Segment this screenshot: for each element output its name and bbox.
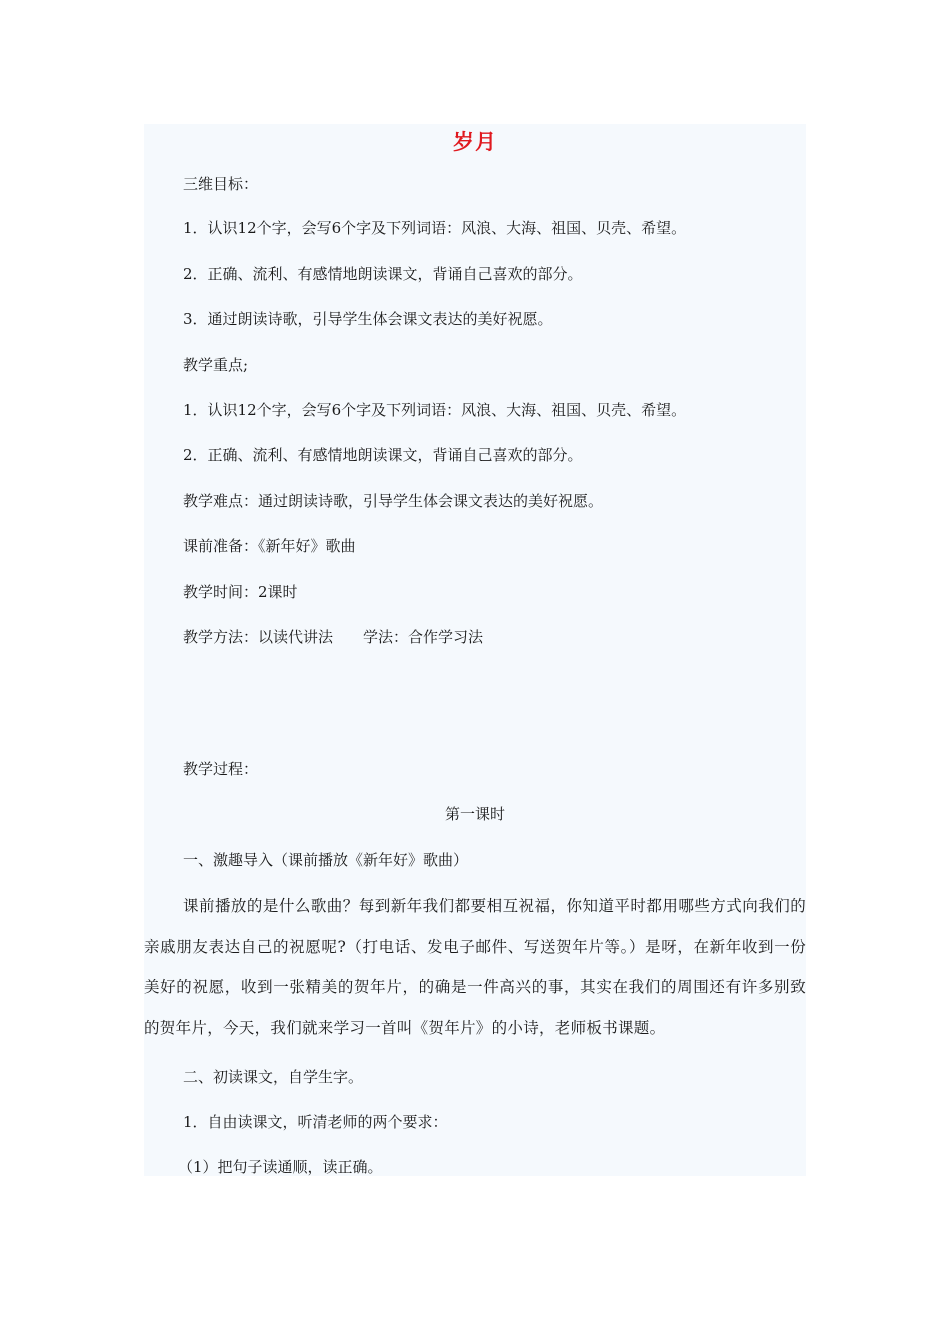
section2-subitem: （1）把句子读通顺，读正确。 [178, 1158, 383, 1176]
lesson-heading: 第一课时 [444, 805, 505, 823]
key-points-heading: 教学重点; [183, 356, 249, 374]
document-title: 岁月 [453, 130, 497, 154]
section1-paragraph: 课前播放的是什么歌曲？每到新年我们都要相互祝福，你知道平时都用哪些方式向我们的亲戚朋友表达自己的祝愿呢?（打电话、发电子邮件、写送贺年片等。）是呀，在新年收到一份美好的祝愿，收到一张精美的贺年片，的确是一件高兴的事，其实在我们的周围还有许多别致的贺年片，今天，我们就来学习一首叫《贺年片》的小诗，老师板书课题。 [144, 897, 806, 1037]
section2-heading: 二、初读课文，自学生字。 [183, 1068, 364, 1086]
section2-item: 1．自由读课文，听清老师的两个要求： [183, 1113, 448, 1131]
process-heading: 教学过程： [183, 760, 259, 778]
key-point-item: 1．认识12个字，会写6个字及下列词语：风浪、大海、祖国、贝壳、希望。 [183, 401, 687, 419]
lesson-preparation: 课前准备：《新年好》歌曲 [183, 537, 356, 555]
goal-item: 1．认识12个字，会写6个字及下列词语：风浪、大海、祖国、贝壳、希望。 [183, 219, 687, 237]
key-point-item: 2．正确、流利、有感情地朗读课文，背诵自己喜欢的部分。 [183, 446, 583, 464]
teaching-difficulty: 教学难点：通过朗读诗歌，引导学生体会课文表达的美好祝愿。 [183, 492, 604, 510]
teaching-method: 教学方法：以读代讲法 学法：合作学习法 [183, 628, 484, 646]
document-panel [144, 124, 806, 1176]
section1-heading: 一、激趣导入（课前播放《新年好》歌曲） [183, 851, 469, 869]
goal-item: 2．正确、流利、有感情地朗读课文，背诵自己喜欢的部分。 [183, 265, 583, 283]
goal-item: 3．通过朗读诗歌，引导学生体会课文表达的美好祝愿。 [183, 310, 553, 328]
goals-heading: 三维目标： [183, 175, 259, 193]
teaching-time: 教学时间：2课时 [183, 583, 298, 601]
